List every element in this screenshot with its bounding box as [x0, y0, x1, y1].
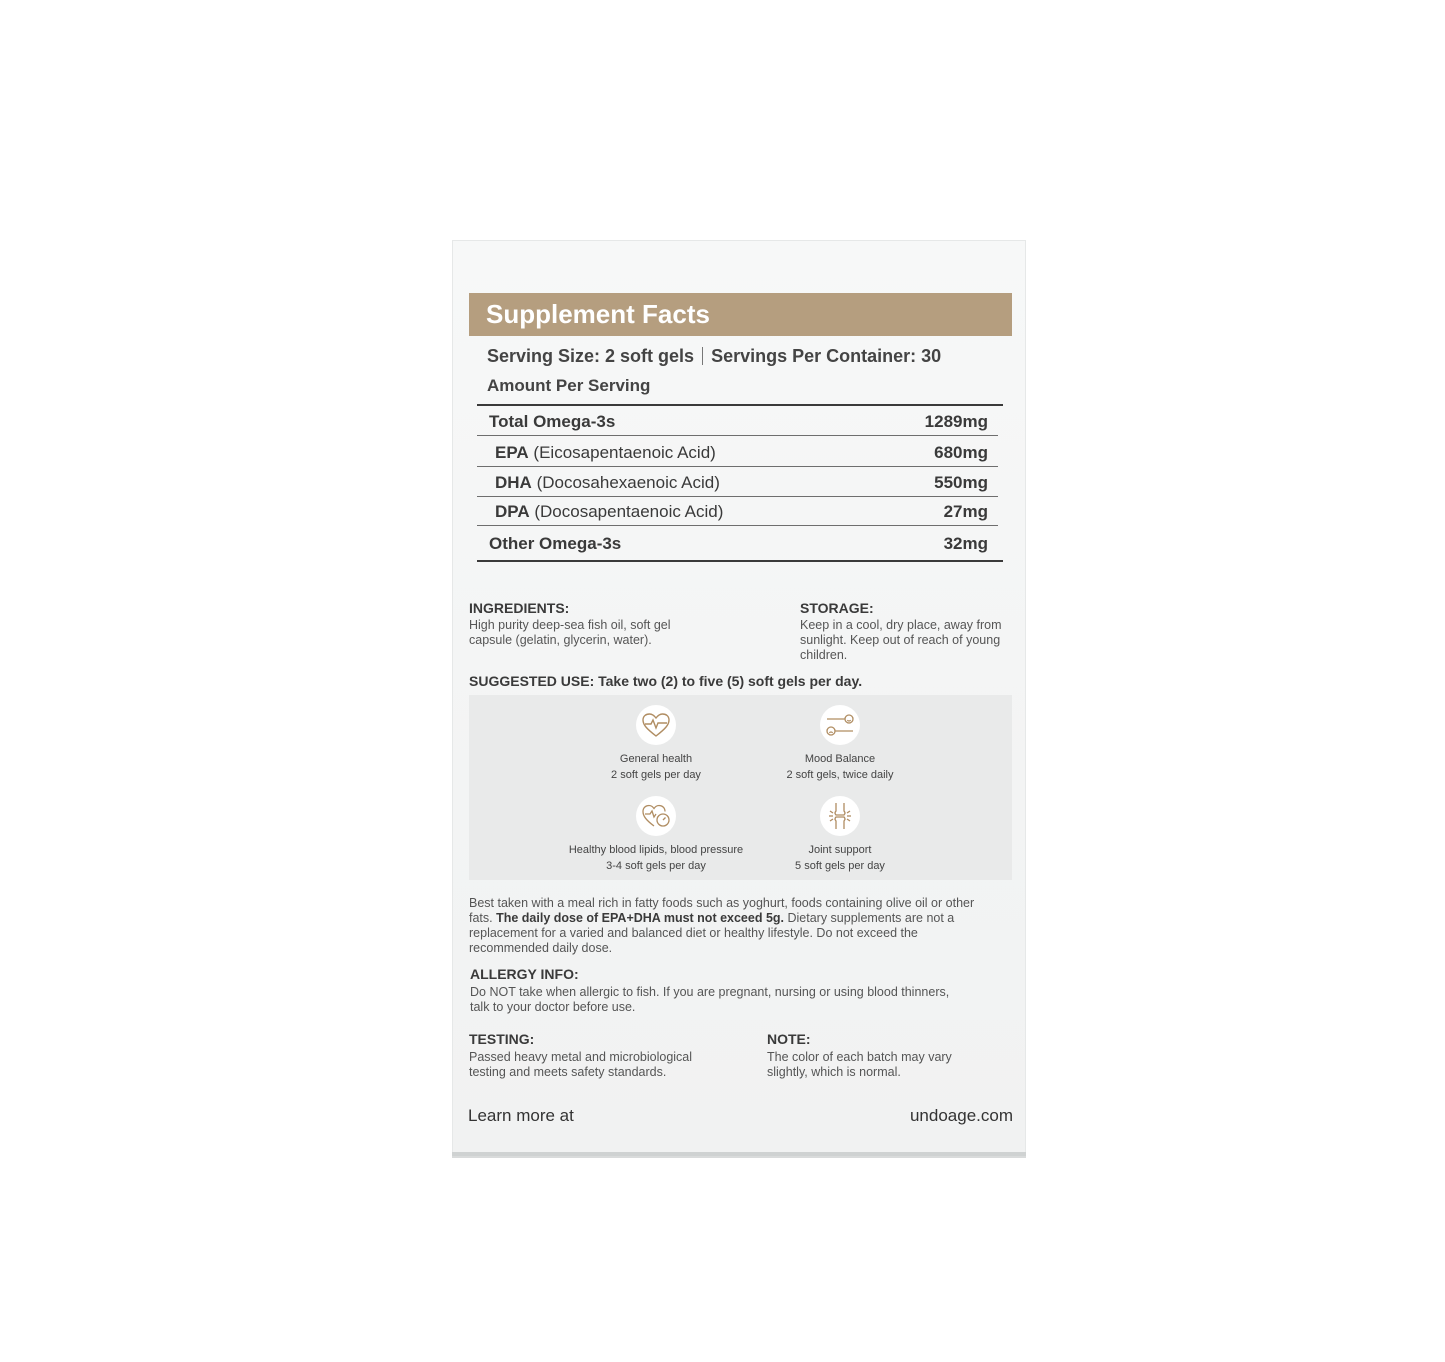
- serving-info: [487, 346, 941, 367]
- learn-more-text: Learn more at: [468, 1106, 574, 1125]
- nutrient-value: 27mg: [943, 502, 988, 521]
- ingredients-text: High purity deep-sea fish oil, soft gel capsule (gelatin, glycerin, water).: [469, 618, 671, 647]
- servings-per-container: Servings Per Container: 30: [711, 346, 942, 366]
- allergy-text: Do NOT take when allergic to fish. If you are pregnant, nursing or using blood thinners, talk to your doctor before use.: [470, 985, 950, 1014]
- allergy-label: ALLERGY INFO:: [470, 966, 579, 982]
- use-joint-support: [730, 796, 950, 874]
- nutrient-name: Other Omega-3s: [489, 534, 622, 553]
- nutrient-name: DPA (Docosapentaenoic Acid): [495, 502, 724, 521]
- nutrient-value: 680mg: [934, 443, 988, 462]
- nutrient-value: 1289mg: [924, 412, 988, 431]
- use-title: General health: [619, 753, 693, 765]
- use-dose: 3-4 soft gels per day: [606, 860, 706, 872]
- row-divider: [477, 435, 998, 436]
- supplement-facts-title: Supplement Facts: [469, 293, 1012, 336]
- use-title: Mood Balance: [804, 753, 876, 765]
- heart-gauge-icon: [636, 796, 676, 836]
- serving-divider: [702, 347, 703, 365]
- note-label: NOTE:: [767, 1031, 811, 1047]
- row-divider: [477, 525, 998, 526]
- nutrient-name: Total Omega-3s: [489, 412, 616, 431]
- testing-label: TESTING:: [469, 1031, 535, 1047]
- amount-per-serving: Amount Per Serving: [487, 376, 651, 395]
- row-divider: [477, 496, 998, 497]
- use-title: Healthy blood lipids, blood pressure: [568, 844, 744, 856]
- use-mood-balance: [730, 705, 950, 783]
- note-text: The color of each batch may vary slightly, which is normal.: [767, 1050, 952, 1079]
- nutrient-name: EPA (Eicosapentaenoic Acid): [495, 443, 716, 462]
- package-bottom-edge: [452, 1152, 1026, 1156]
- nutrient-value: 32mg: [943, 534, 988, 553]
- use-title: Joint support: [808, 844, 872, 856]
- testing-text: Passed heavy metal and microbiological testing and meets safety standards.: [469, 1050, 693, 1079]
- use-dose: 2 soft gels, twice daily: [786, 769, 894, 781]
- advice-text: Best taken with a meal rich in fatty foods such as yoghurt, foods containing olive oil or other fats. The daily dose of EPA+DHA must not exceed 5g. Dietary supplements are not a replacement for a varied and balanced diet or healthy lifestyle. Do not exceed the recommended daily dose.: [469, 896, 975, 955]
- suggested-use: SUGGESTED USE: Take two (2) to five (5) soft gels per day.: [469, 673, 863, 689]
- ingredients-label: INGREDIENTS:: [469, 600, 570, 616]
- joint-icon: [820, 796, 860, 836]
- storage-text: Keep in a cool, dry place, away from sunlight. Keep out of reach of young children.: [800, 618, 1002, 662]
- mood-slider-icon: [820, 705, 860, 745]
- table-bottom-rule: [477, 560, 1003, 562]
- nutrient-value: 550mg: [934, 473, 988, 492]
- row-divider: [477, 466, 998, 467]
- heart-pulse-icon: [636, 705, 676, 745]
- serving-size: Serving Size: 2 soft gels: [487, 346, 695, 366]
- nutrient-name: DHA (Docosahexaenoic Acid): [495, 473, 720, 492]
- website-link: undoage.com: [909, 1106, 1013, 1125]
- use-dose: 2 soft gels per day: [611, 769, 701, 781]
- table-top-rule: [477, 404, 1003, 406]
- use-dose: 5 soft gels per day: [795, 860, 885, 872]
- storage-label: STORAGE:: [800, 600, 874, 616]
